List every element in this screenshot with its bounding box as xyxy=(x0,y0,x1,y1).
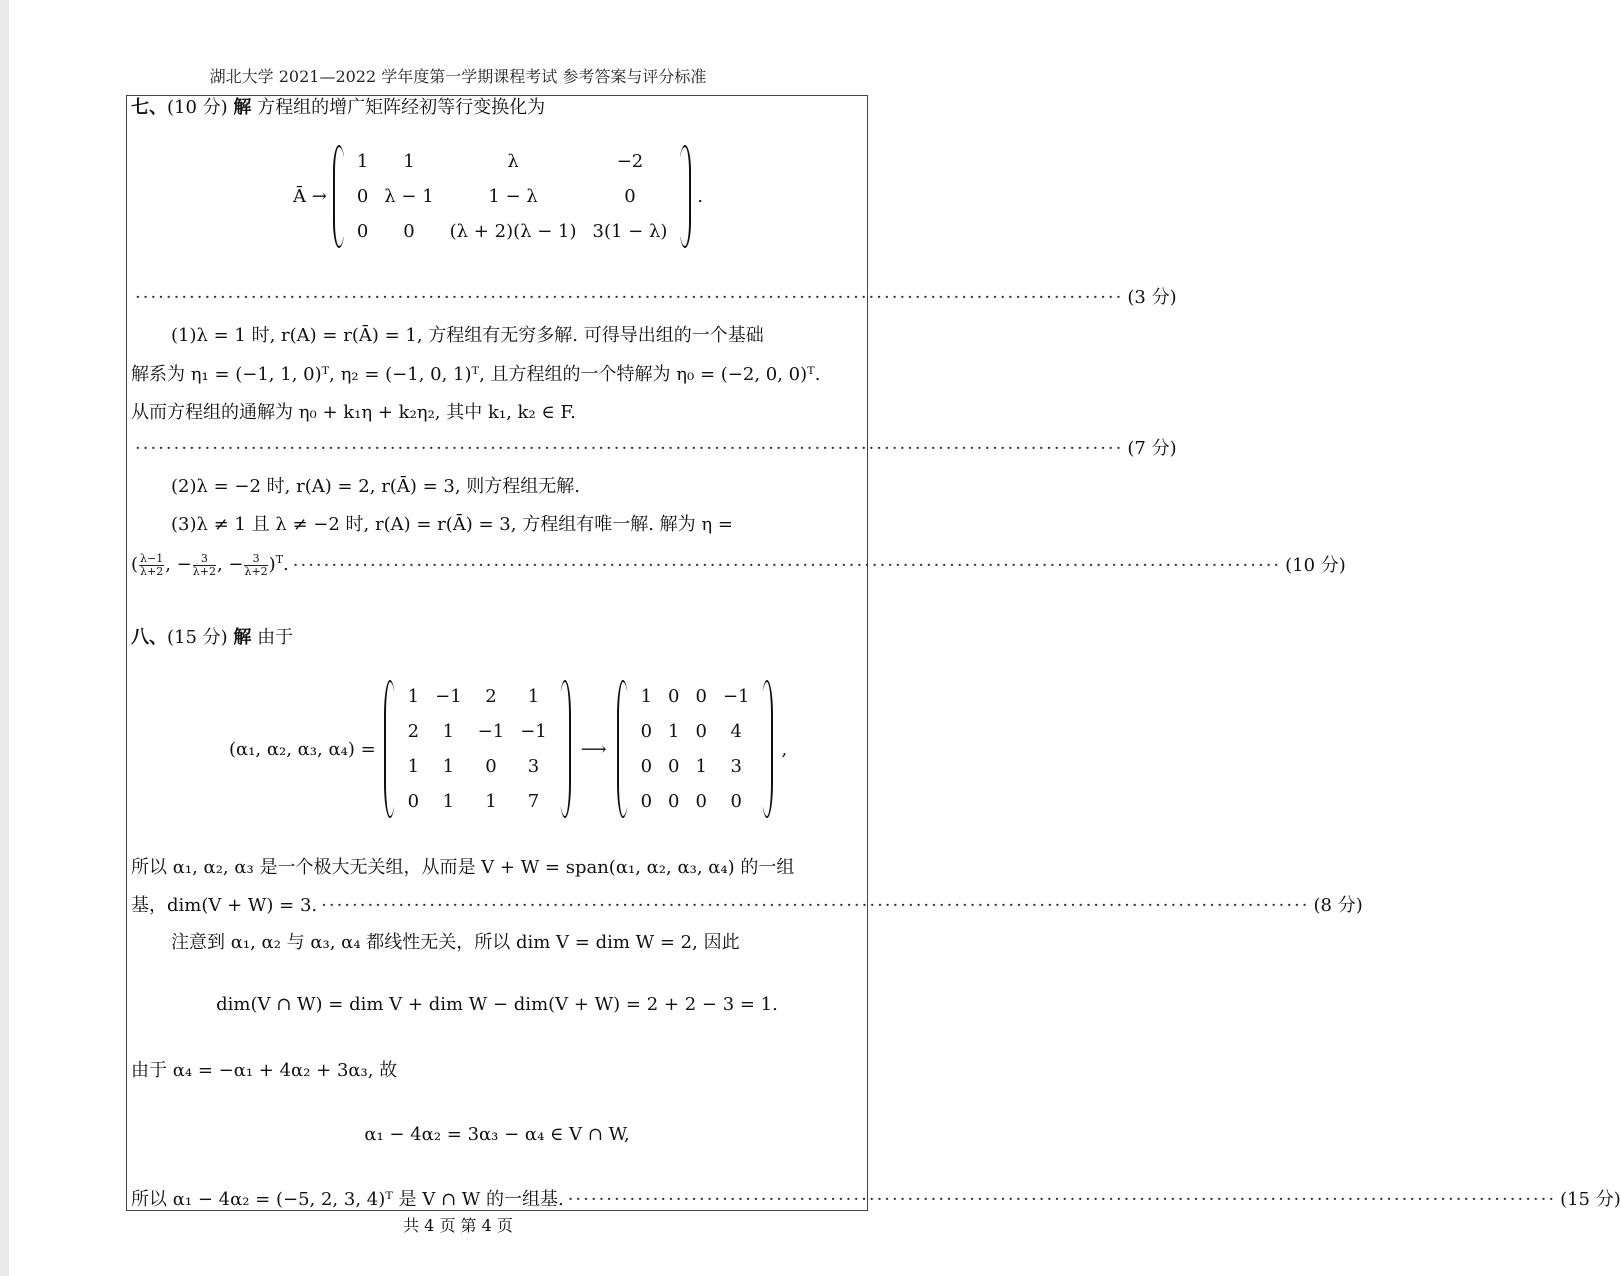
answer-frame xyxy=(126,95,868,1211)
q8-arrow: ⟶ xyxy=(580,738,607,760)
q7-solution-vector: ( $\frac{\lambda-1}{\lambda+2}$ , − $\frac{3}{\lambda+2}$ , − $\frac{3}{\lambda+2}$ )$^T$. xyxy=(131,551,289,578)
q7-matrix-cell: λ − 1 xyxy=(384,186,434,207)
q8-number: 八、 xyxy=(131,627,167,648)
q8-matrix-end: , xyxy=(781,738,788,760)
q8-coefficient-matrix-cell: 7 xyxy=(527,791,540,812)
page-footer: 共 4 页 第 4 页 xyxy=(403,1216,513,1235)
leader-dots: ································································································································ xyxy=(135,438,1124,459)
running-header: 湖北大学 2021—2022 学年度第一学期课程考试 参考答案与评分标准 xyxy=(209,67,707,86)
q7-intro: 方程组的增广矩阵经初等行变换化为 xyxy=(257,97,546,118)
leader-dots: ································································································································ xyxy=(292,554,1282,576)
q8-reduced-matrix-cell: 0 xyxy=(695,791,707,812)
q8-coefficient-matrix-cell: 3 xyxy=(527,756,540,777)
leader-dots: ································································································································ xyxy=(135,287,1124,308)
leader-dots: ································································································································ xyxy=(321,895,1310,916)
q8-coefficient-matrix xyxy=(384,680,571,818)
q7-jie: 解 xyxy=(233,97,252,118)
q8-jie: 解 xyxy=(233,627,252,648)
q8-coefficient-matrix-cell: 1 xyxy=(442,791,455,812)
q8-reduced-matrix-cell: 0 xyxy=(730,791,742,812)
q7-case2: (2)λ = −2 时, r(A) = 2, r(Ā) = 3, 则方程组无解. xyxy=(171,476,580,497)
q7-matrix-cell: 0 xyxy=(356,186,369,207)
q8-reduced-matrix-cell: 0 xyxy=(640,791,653,812)
q8-reduced-matrix-cell: 1 xyxy=(640,686,653,707)
q8-reduced-matrix-cell: 1 xyxy=(695,756,707,777)
q7-matrix-cell: 0 xyxy=(403,221,415,242)
q7-case3-line-a: (3)λ ≠ 1 且 λ ≠ −2 时, r(A) = r(Ā) = 3, 方程组有唯一解. 解为 η = xyxy=(171,514,733,535)
q7-matrix-cell: 0 xyxy=(356,221,369,242)
q8-coefficient-matrix-cell: −1 xyxy=(477,721,505,742)
q8-membership-equation: α₁ − 4α₂ = 3α₃ − α₄ ∈ V ∩ W, xyxy=(364,1124,630,1145)
q7-matrix xyxy=(333,145,692,248)
q8-coefficient-matrix-cell: 1 xyxy=(485,791,497,812)
q7-score-2: (7 分) xyxy=(1127,438,1177,459)
fraction: $\frac{\lambda-1}{\lambda+2}$ xyxy=(140,551,164,578)
q8-reduced-matrix-cell: 1 xyxy=(668,721,680,742)
q8-line-4: 由于 α₄ = −α₁ + 4α₂ + 3α₃, 故 xyxy=(131,1060,398,1081)
q8-coefficient-matrix-cell: 1 xyxy=(442,721,455,742)
q8-reduced-matrix-cell: 0 xyxy=(668,756,680,777)
q7-case1-line-a: (1)λ = 1 时, r(A) = r(Ā) = 1, 方程组有无穷多解. 可得导出组的一个基础 xyxy=(171,325,764,346)
q8-reduced-matrix-cell: 0 xyxy=(668,686,680,707)
q7-number: 七、 xyxy=(131,97,167,118)
q7-score-1: (3 分) xyxy=(1127,287,1177,308)
q8-line-5 xyxy=(131,1188,1621,1212)
q8-reduced-matrix xyxy=(617,680,774,818)
q8-matrix-lhs: (α₁, α₂, α₃, α₄) = xyxy=(229,738,376,760)
q8-coefficient-matrix-cell: 0 xyxy=(485,756,497,777)
q8-reduced-matrix-cell: −1 xyxy=(722,686,750,707)
q8-line-1: 所以 α₁, α₂, α₃ 是一个极大无关组，从而是 V + W = span(α₁, α₂, α₃, α₄) 的一组 xyxy=(131,857,795,878)
q7-matrix-cell: 0 xyxy=(624,186,636,207)
q8-reduced-matrix-cell: 4 xyxy=(730,721,742,742)
q7-matrix-cell: λ xyxy=(507,151,519,172)
q7-matrix-cell: (λ + 2)(λ − 1) xyxy=(449,221,577,242)
q7-score-line-1 xyxy=(131,286,1177,310)
q8-reduced-matrix-cell: 0 xyxy=(640,756,653,777)
q8-reduced-matrix-cell: 0 xyxy=(668,791,680,812)
q8-coefficient-matrix-cell: 1 xyxy=(407,756,420,777)
q8-coefficient-matrix-cell: −1 xyxy=(435,686,462,707)
q7-score-line-2 xyxy=(131,437,1177,461)
q8-intro: 由于 xyxy=(257,627,294,648)
q7-matrix-lhs: Ā → xyxy=(293,186,327,207)
q7-heading xyxy=(131,96,863,120)
q8-coefficient-matrix-cell: 1 xyxy=(407,686,420,707)
fraction: $\frac{3}{\lambda+2}$ xyxy=(244,551,268,578)
q8-heading xyxy=(131,626,863,650)
q8-reduced-matrix-cell: 0 xyxy=(695,721,707,742)
page-edge xyxy=(0,0,9,1276)
q8-coefficient-matrix-cell: 1 xyxy=(527,686,540,707)
q7-matrix-equation xyxy=(293,145,703,248)
q7-matrix-cell: 1 xyxy=(403,151,415,172)
q7-matrix-cell: 1 xyxy=(356,151,369,172)
q7-matrix-cell: 3(1 − λ) xyxy=(592,221,668,242)
q7-matrix-end: . xyxy=(697,186,704,207)
q8-dimension-equation: dim(V ∩ W) = dim V + dim W − dim(V + W) = 2 + 2 − 3 = 1. xyxy=(216,994,778,1015)
q7-matrix-cell: −2 xyxy=(616,151,644,172)
q7-case3-line-b xyxy=(131,548,1346,578)
q8-coefficient-matrix-cell: −1 xyxy=(520,721,547,742)
q8-coefficient-matrix-cell: 2 xyxy=(407,721,420,742)
q7-score-3: (10 分) xyxy=(1285,554,1346,576)
q7-case1-line-b: 解系为 η₁ = (−1, 1, 0)ᵀ, η₂ = (−1, 0, 1)ᵀ, 且方程组的一个特解为 η₀ = (−2, 0, 0)ᵀ. xyxy=(131,364,821,385)
q7-points: (10 分) xyxy=(167,97,228,118)
q8-score-1: (8 分) xyxy=(1313,895,1363,916)
q8-line-2 xyxy=(131,894,1363,918)
q8-coefficient-matrix-cell: 1 xyxy=(442,756,455,777)
q8-coefficient-matrix-cell: 2 xyxy=(485,686,497,707)
q8-reduced-matrix-cell: 3 xyxy=(730,756,742,777)
q8-score-2: (15 分) xyxy=(1560,1189,1621,1210)
q8-line-3: 注意到 α₁, α₂ 与 α₃, α₄ 都线性无关，所以 dim V = dim W = 2, 因此 xyxy=(171,932,740,953)
q7-case1-line-c: 从而方程组的通解为 η₀ + k₁η + k₂η₂, 其中 k₁, k₂ ∈ F. xyxy=(131,402,576,423)
q8-matrix-equation xyxy=(229,680,787,818)
q8-line-2-text: 基，dim(V + W) = 3. xyxy=(131,895,318,916)
q8-line-5-text: 所以 α₁ − 4α₂ = (−5, 2, 3, 4)ᵀ 是 V ∩ W 的一组基. xyxy=(131,1189,564,1210)
leader-dots: ································································································································ xyxy=(567,1189,1557,1210)
q8-coefficient-matrix-cell: 0 xyxy=(407,791,420,812)
fraction: $\frac{3}{\lambda+2}$ xyxy=(192,551,216,578)
q7-matrix-cell: 1 − λ xyxy=(488,186,538,207)
q8-reduced-matrix-cell: 0 xyxy=(695,686,707,707)
q8-reduced-matrix-cell: 0 xyxy=(640,721,653,742)
q8-points: (15 分) xyxy=(167,627,228,648)
